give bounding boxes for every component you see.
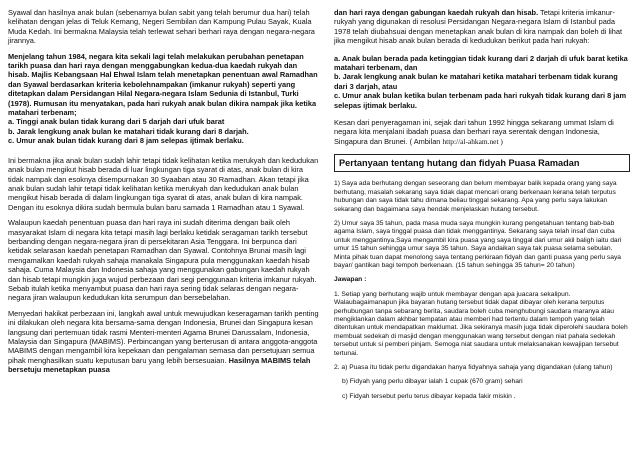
paragraph-5-text: Menyedari hakikat perbezaan ini, langkah awal untuk mewujudkan keseragaman tarikh penting ini dilakukan oleh negara kita bersama-sama dengan Indonesia, Brunei dan Singapura kesan langsung dari pertemuan tidak rasmi Menteri-menteri Agama Brunei Darussalam, Indonesia, Malaysia dan Singapura (MABIMS). Perbincangan yang berterusan di antara anggota-anggota MABIMS dengan mengambil kira kepekaan dan pengalaman semasa dan persetujuan semua pihak menghasilkan suatu keputusan baru yang lebih bersesuaian.	[8, 308, 319, 365]
left-column	[8, 8, 320, 381]
criteria-b: b. Jarak lengkung anak bulan ke matahari tidak kurang dari 8 darjah.	[8, 126, 249, 136]
right-paragraph-1-bold: dan hari raya dengan gabungan kaedah rukyah dan hisab.	[334, 8, 539, 17]
source-link[interactable]: http://al-ahkam.net )	[442, 136, 503, 146]
section-title-box: Pertanyaan tentang hutang dan fidyah Puasa Ramadan	[334, 154, 630, 172]
paragraph-4: Walaupun kaedah penentuan puasa dan hari raya ini sudah diterima dengan baik oleh masyarakat Islam di negara kita tetapi masih lagi berlaku ketidak seragaman tarikh tersebut berbanding dengan negara-negara jiran di persekitaran Asia Tenggara. Ini berpunca dari ketidak selarasan kaedah penetapan Ramadhan dan Syawal. Contohnya Brunai masih lagi mengamalkan kaedah rukyah sahaja manakala Singapura pula menggunakan kaedah hisab sahaja. Cuma Malaysia dan Indonesia sahaja yang menggunakan gabungan kaedah rukyah dan hisab tetapi mungkin juga wujud perbezaan dari segi penggunaan kriteria imkanur rukyah. Sebab itulah ketika menyambut puasa dan hari raya sering tidak selaras dengan negara-negara jiran walaupun kedudukan kita serumpun dan bersebelahan.	[8, 218, 317, 303]
paragraph-1: Syawal dan hasilnya anak bulan (sebenarnya bulan sabit yang telah berumur dua hari) telah kelihatan dengan jelas di Teluk Kemang, Negeri Sembilan dan Kampung Pulau Sayak, Kuala Muda Kedah. Ini bermakna Malaysia telah terlewat sehari berhari raya dengan negara-negara jirannya.	[8, 8, 315, 46]
criteria-a: a. Tinggi anak bulan tidak kurang dari 5 darjah dari ufuk barat	[8, 117, 225, 127]
criteria-c: c. Umur anak bulan tidak kurang dari 8 jam selepas ijtimak berlaku.	[8, 136, 244, 146]
right-column	[334, 8, 630, 407]
paragraph-5-bold: Hasilnya MABIMS telah bersetuju menetapkan puasa	[8, 355, 311, 375]
right-paragraph-3-text: Kesan dari penyeragaman ini, sejak dari tahun 1992 hingga sekarang ummat Islam di negara kita menjalani ibadah puasa dan berhari raya serentak dengan Indonesia, Singapura dan Brunei. ( Ambilan	[334, 118, 614, 146]
mabims-criteria-b: b. Jarak lengkung anak bulan ke matahari ketika matahari terbenam tidak kurang dari 3 darjah, atau	[334, 72, 618, 91]
paragraph-5	[8, 309, 320, 375]
mabims-criteria-a: a. Anak bulan berada pada ketinggian tidak kurang dari 2 darjah di ufuk barat ketika matahari terbenam, dan	[334, 53, 628, 73]
right-paragraph-1-text: Tetapi kriteria imkanur-rukyah yang digunakan di resolusi Persidangan Negara-negara Islam di Istanbul pada 1978 telah diubahsuai dengan menetapkan anak bulan di kira nampak dan boleh di lihat jika mengikut hisab anak bulan berada di kedudukan berikut pada hari rukyah:	[334, 8, 623, 46]
answer-2b: b) Fidyah yang perlu dibayar ialah 1 cupak (670 gram) sehari	[342, 378, 523, 386]
right-paragraph-1	[334, 8, 630, 46]
qa-section	[334, 180, 630, 401]
question-1: 1) Saya ada berhutang dengan seseorang dan belum membayar balik kepada orang yang saya berhutang, masalah sekarang saya tidak dapat mencari orang berkenaan kerana telah terputus hubungan dan saya tidak tahu dimana beliau tinggal sekarang. Apa yang perlu saya lakukan sekarang dan bagaimana saya hendak menjelaskan hutang tersebut.	[334, 180, 617, 213]
paragraph-2-bold: Menjelang tahun 1984, negara kita sekali lagi telah melakukan perubahan penetapan tarikh puasa dan hari raya dengan menggabungkan kedua-dua kaedah rukyah dan hisab. Majlis Kebangsaan Hal Ehwal Islam telah menetapkan penentuan awal Ramadhan dan Syawal berdasarkan kriteria kebolehnampakan (imkanur rukyah) seperti yang ditetapkan dalam Persidangan Hilal Negara-negara Islam Sedunia di Istanbul, Turki (1978). Rumusan itu menyatakan, pada hari rukyah anak bulan dikira nampak jika ketika matahari terbenam;	[8, 51, 318, 118]
answer-1: 1. Setiap yang berhutang wajib untuk membayar dengan apa juacara sekalipun. Walaubagaimanapun jika bayaran hutang tersebut tidak dapat dibayar oleh kerana terputus perhubungan tanpa sebarang berita, saudara boleh cuba menghubungi saudara maranya atau mengiklankan dalam akhbar tempatan atau memberi had tertentu dalam tempoh yang telah ditentukan untuk mendapatkan maklumat. Jika sekiranya masih juga tidak diperolehi saudara boleh membuat sedekah di masjid dengan menggunakan wang tersebut dengan niat pahala sedekah tersebut untuk si pemberi pinjam. Semoga niat saudara untuk melaksanakan kewajipan tersebut tertunai.	[334, 290, 628, 357]
answer-label: Jawapan :	[334, 276, 367, 284]
mabims-criteria-c: c. Umur anak bulan ketika bulan terbenam pada hari rukyah tidak kurang dari 8 jam selepas ijtimak berlaku.	[334, 91, 627, 110]
answer-2a: 2. a) Puasa itu tidak perlu digandakan hanya fidyahnya sahaja yang digandakan (ulang tahun)	[334, 364, 613, 371]
answer-2c: c) Fidyah tersebut perlu terus dibayar kepada fakir miskin .	[342, 392, 516, 400]
question-2: 2) Umur saya 35 tahun, pada masa muda saya mungkin kurang pengetahuan tentang bab-bab agama Islam, saya tinggal puasa dan tidak menggantinya. Sekarang saya telah insaf dan cuba untuk menggantinya.Saya mengambil kira puasa yang saya tinggal dari umur akil baligh iaitu dari umur 15 tahun sehingga umur saya 35 tahun. Saya andaikan saya tak puasa selama sebulan. Minta pihak tuan dapat menolong saya tentang perkiraan fidyah dan ganti puasa yang perlu saya bayar/ gantikan bagi tempoh berkenaan. (15 tahun sehingga 35 tahun= 20 tahun)	[334, 219, 622, 269]
paragraph-3: Ini bermakna jika anak bulan sudah lahir tetapi tidak kelihatan ketika merukyah dan kedudukan anak bulan mengikut hisab berada di luar lingkungan tiga syarat di atas, anak bulan di kira tidak nampak dan esoknya disempurnakan 30 Syaaban atau 30 Ramadhan. Akan tetapi jika anak bulan sudah lahir tetapi tidak kelihatan ketika merukyah dan kedudukan anak bulan mengikut hisab berada di dalam lingkungan tiga syarat di atas, anak bulan di kira nampak. Dengan itu esoknya dikira sudah bermula bulan baru samada 1 Ramadhan atau 1 Syawal.	[8, 155, 319, 212]
right-paragraph-3	[334, 118, 630, 146]
